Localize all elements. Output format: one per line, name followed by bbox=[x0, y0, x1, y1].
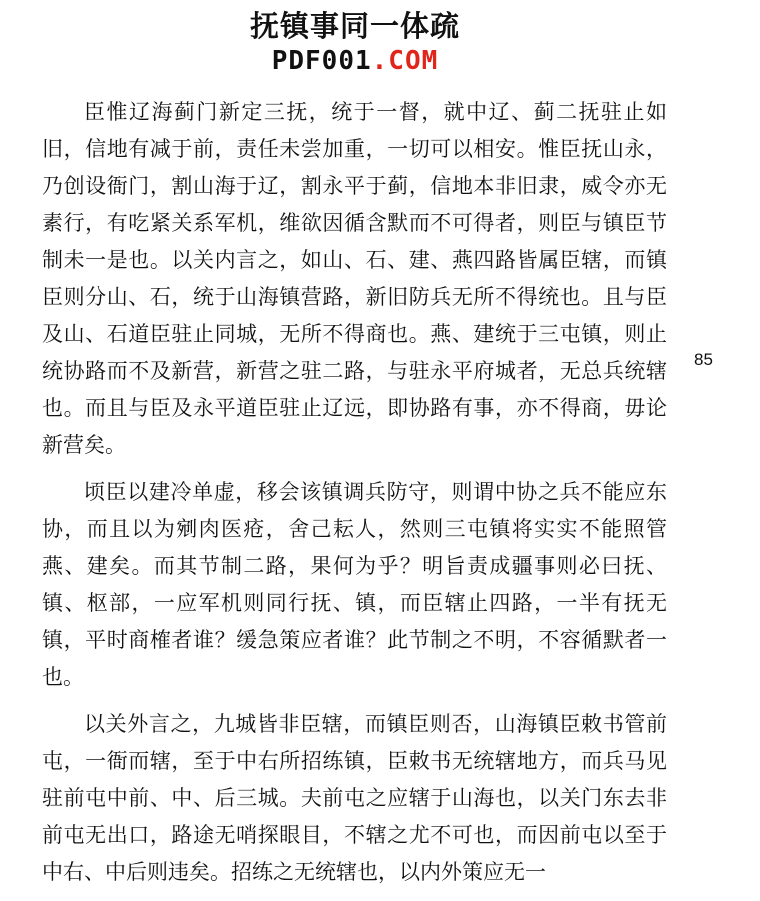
watermark-text-black: PDF001 bbox=[271, 46, 372, 76]
paragraph-3: 以关外言之，九城皆非臣辖，而镇臣则否，山海镇臣敕书管前屯，一衙而辖，至于中右所招练镇，臣敕书无统辖地方，而兵马见驻前屯中前、中、后三城。夫前屯之应辖于山海也，以关门东去非前屯无出口，路途无哨探眼目，不辖之尤不可也，而因前屯以至于中右、中后则违矣。招练之无统辖也，以内外策应无一 bbox=[42, 712, 667, 884]
page-header bbox=[0, 8, 710, 78]
watermark-logo bbox=[0, 44, 710, 78]
paragraph-1: 臣惟辽海蓟门新定三抚，统于一督，就中辽、蓟二抚驻止如旧，信地有减于前，责任未尝加重，一切可以相安。惟臣抚山永，乃创设衙门，割山海于辽，割永平于蓟，信地本非旧隶，威令亦无素行，有吃紧关系军机，维欲因循含默而不可得者，则臣与镇臣节制未一是也。以关内言之，如山、石、建、燕四路皆属臣辖，而镇臣则分山、石，统于山海镇营路，新旧防兵无所不得统也。且与臣及山、石道臣驻止同城，无所不得商也。燕、建统于三屯镇，则止统协路而不及新营，新营之驻二路，与驻永平府城者，无总兵统辖也。而且与臣及永平道臣驻止辽远，即协路有事，亦不得商，毋论新营矣。 bbox=[42, 100, 667, 457]
page-title: 抚镇事同一体疏 bbox=[249, 9, 460, 43]
paragraph-2: 顷臣以建冷单虚，移会该镇调兵防守，则谓中协之兵不能应东协，而且以为剜肉医疮，舍己耘人，然则三屯镇将实实不能照管燕、建矣。而其节制二路，果何为乎？明旨责成疆事则必曰抚、镇、枢部，一应军机则同行抚、镇，而臣辖止四路，一半有抚无镇，平时商榷者谁？缓急策应者谁？此节制之不明，不容循默者一也。 bbox=[42, 480, 667, 689]
page-number: 85 bbox=[694, 350, 713, 369]
body-text bbox=[42, 94, 667, 901]
watermark-text-red: .COM bbox=[371, 46, 439, 76]
